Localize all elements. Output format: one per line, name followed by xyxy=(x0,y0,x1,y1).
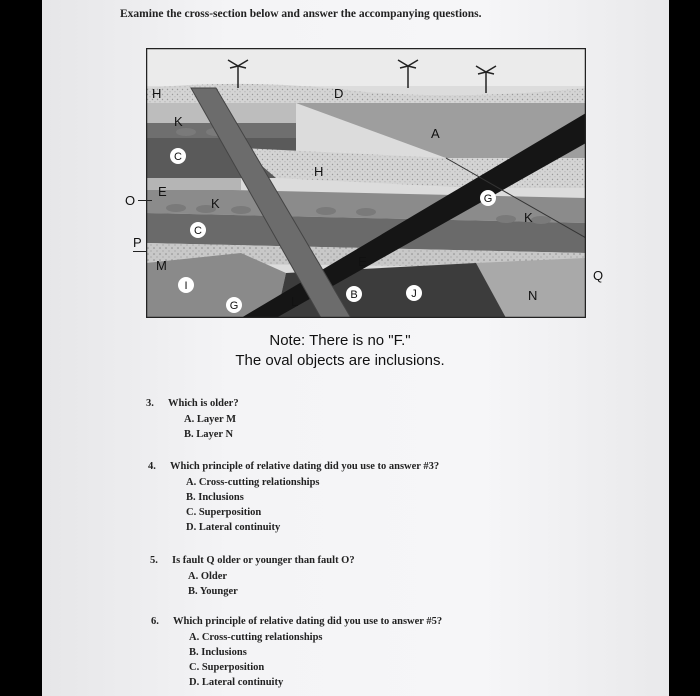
question-number: 6. xyxy=(151,616,159,627)
label-j: J xyxy=(411,288,417,300)
option-c[interactable]: C. Superposition xyxy=(189,662,265,673)
label-n: N xyxy=(528,288,538,303)
option-a[interactable]: A. Layer M xyxy=(184,414,237,425)
option-a[interactable]: A. Older xyxy=(188,571,228,582)
question-5 xyxy=(150,553,355,599)
label-c-low: C xyxy=(194,225,202,237)
question-6 xyxy=(151,614,442,690)
option-d[interactable]: D. Lateral continuity xyxy=(186,522,281,533)
option-a[interactable]: A. Cross-cutting relationships xyxy=(186,477,320,488)
label-c-top: C xyxy=(174,151,182,163)
option-d[interactable]: D. Lateral continuity xyxy=(189,677,284,688)
question-text: Is fault Q older or younger than fault O? xyxy=(172,555,355,566)
label-p: P xyxy=(133,235,142,250)
option-b[interactable]: B. Inclusions xyxy=(186,492,244,503)
fault-p-marker xyxy=(133,251,147,252)
label-k-right: K xyxy=(524,210,533,225)
label-l: L xyxy=(291,294,299,309)
worksheet-title: Examine the cross-section below and answer the accompanying questions. xyxy=(120,8,482,20)
cross-section-diagram xyxy=(146,48,586,318)
label-q: Q xyxy=(593,268,604,283)
note-line-1: Note: There is no "F." xyxy=(269,332,411,349)
label-e-mid: E xyxy=(158,184,167,199)
label-b: B xyxy=(350,289,358,301)
label-h-top: H xyxy=(152,86,162,101)
note-line-2: The oval objects are inclusions. xyxy=(235,352,445,369)
label-o: O xyxy=(125,193,136,208)
label-d: D xyxy=(334,86,344,101)
question-number: 3. xyxy=(146,398,154,409)
question-text: Which is older? xyxy=(168,398,239,409)
label-a: A xyxy=(431,126,440,141)
question-text: Which principle of relative dating did you use to answer #3? xyxy=(170,461,440,472)
option-a[interactable]: A. Cross-cutting relationships xyxy=(189,632,323,643)
label-h-mid: H xyxy=(314,164,324,179)
question-number: 4. xyxy=(148,461,156,472)
label-e-low: E xyxy=(358,254,367,269)
option-c[interactable]: C. Superposition xyxy=(186,507,262,518)
question-4 xyxy=(148,459,439,535)
label-g-right: G xyxy=(483,193,493,205)
question-3 xyxy=(146,396,239,442)
option-b[interactable]: B. Inclusions xyxy=(189,647,247,658)
question-number: 5. xyxy=(150,555,158,566)
label-k-top: K xyxy=(174,114,183,129)
option-b[interactable]: B. Younger xyxy=(188,586,238,597)
option-b[interactable]: B. Layer N xyxy=(184,429,234,440)
question-text: Which principle of relative dating did you use to answer #5? xyxy=(173,616,443,627)
label-i: I xyxy=(184,280,188,292)
label-m: M xyxy=(156,258,167,273)
label-k-mid: K xyxy=(211,196,220,211)
label-g-low: G xyxy=(229,300,239,312)
fault-o-marker xyxy=(138,200,152,201)
